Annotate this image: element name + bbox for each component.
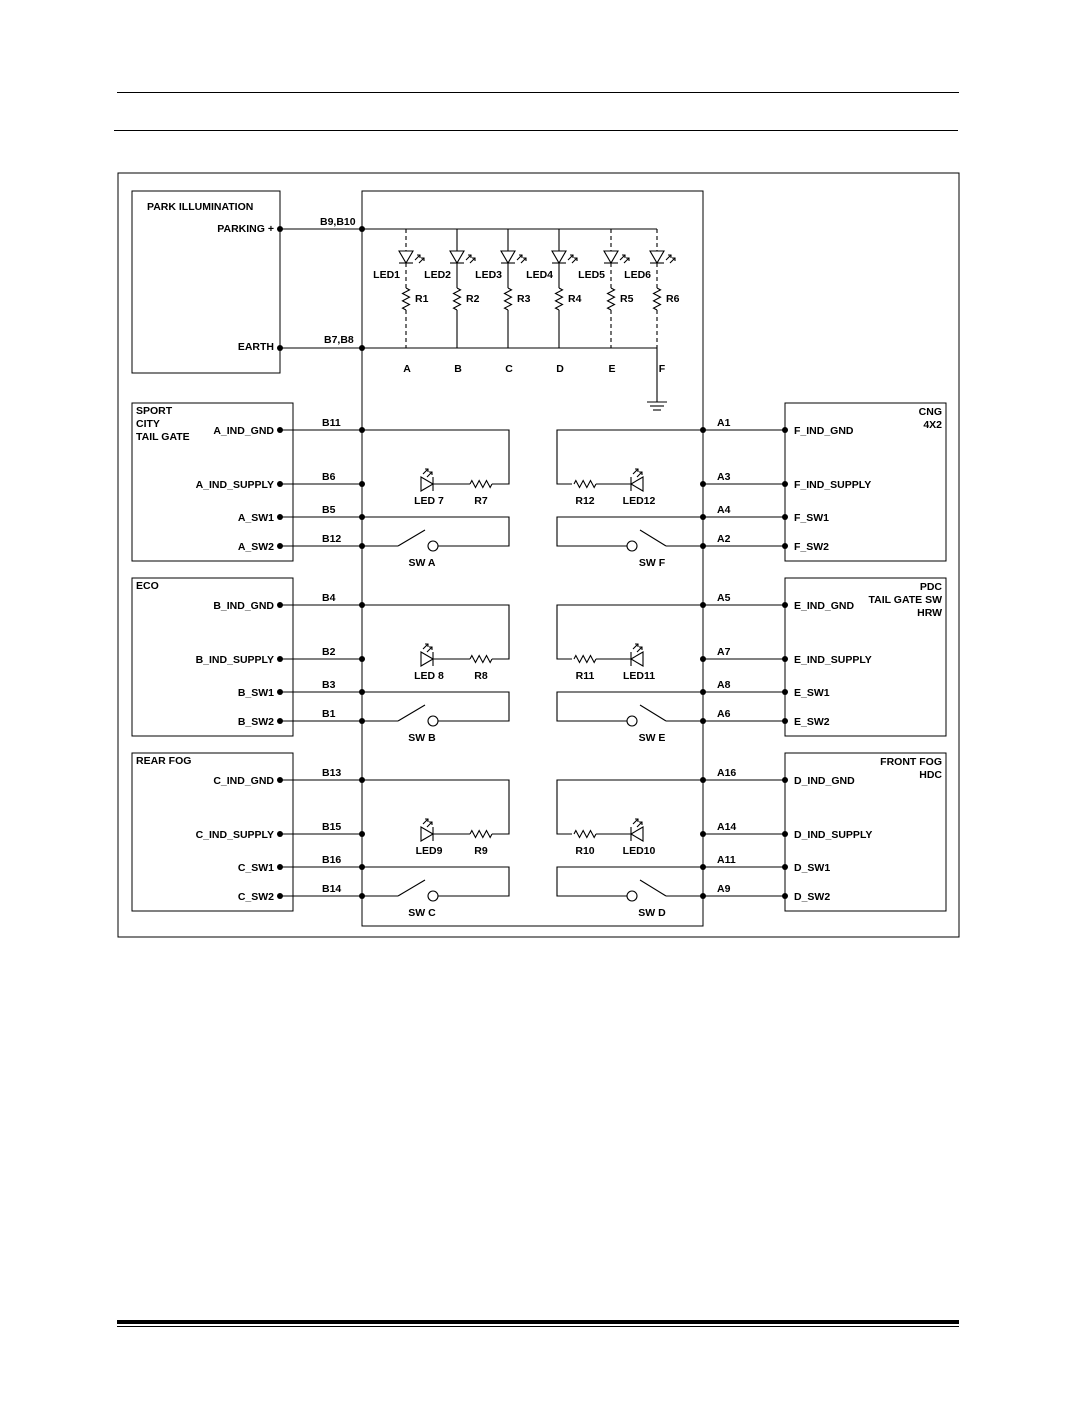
right-connector-label-2: A14: [717, 821, 737, 833]
right-indicator-light-arrows-icon: [633, 469, 642, 477]
right-indicator-led-icon: [631, 477, 643, 491]
left-connector-label-4: B1: [322, 708, 336, 720]
left-pin-label-2: B_IND_SUPPLY: [195, 654, 274, 666]
left-indicator-resistor-label: R9: [474, 845, 488, 857]
right-module-2-title-line-3: HRW: [917, 607, 942, 619]
left-pin-terminal-3: [277, 864, 283, 870]
left-indicator-resistor-label: R7: [474, 495, 488, 507]
left-indicator-led-label: LED 7: [414, 495, 444, 507]
right-switch-contact-icon: [627, 891, 637, 901]
left-connector-label-3: B3: [322, 679, 336, 691]
left-pin-terminal-3: [277, 514, 283, 520]
right-pin-junction-2: [700, 481, 706, 487]
left-pin-label-1: C_IND_GND: [213, 775, 274, 787]
left-switch-contact-icon: [428, 541, 438, 551]
parking-plus-label: PARKING +: [217, 223, 274, 235]
right-indicator-resistor-label: R12: [575, 495, 595, 507]
park-module-title: PARK ILLUMINATION: [147, 201, 254, 213]
right-indicator-resistor-icon: [574, 831, 596, 838]
led-1-label: LED1: [373, 269, 400, 281]
resistor-2-icon: [454, 288, 461, 310]
right-switch-label: SW E: [638, 732, 666, 744]
right-pin-terminal-2: [782, 831, 788, 837]
left-pin-junction-2: [359, 481, 365, 487]
right-indicator-loop: [557, 605, 703, 659]
right-module-2-title-line-1: PDC: [919, 581, 942, 593]
right-indicator-led-label: LED11: [622, 670, 656, 682]
led-4-diode-icon: [552, 251, 566, 263]
variant-6-label: F: [658, 363, 666, 375]
right-pin-terminal-3: [782, 864, 788, 870]
resistor-1-label: R1: [415, 293, 429, 305]
left-connector-label-2: B2: [322, 646, 336, 658]
right-pin-terminal-1: [782, 602, 788, 608]
left-pin-label-2: C_IND_SUPPLY: [195, 829, 274, 841]
led-2-diode-icon: [450, 251, 464, 263]
left-connector-label-4: B14: [322, 883, 342, 895]
variant-4-label: D: [556, 363, 564, 375]
right-switch-contact-icon: [627, 716, 637, 726]
left-module-1-title-line-1: SPORT: [136, 405, 173, 417]
right-connector-label-4: A9: [717, 883, 731, 895]
led-6-light-arrows-icon: [666, 255, 675, 263]
right-module-1-title-line-2: 4X2: [923, 419, 942, 431]
left-connector-label-3: B16: [322, 854, 342, 866]
resistor-2-label: R2: [466, 293, 480, 305]
earth-label: EARTH: [237, 341, 274, 353]
left-connector-label-1: B13: [322, 767, 342, 779]
right-pin-label-3: F_SW1: [794, 512, 830, 524]
parking-plus-terminal: [277, 226, 283, 232]
led-2-label: LED2: [424, 269, 451, 281]
left-pin-terminal-4: [277, 718, 283, 724]
left-pin-label-4: B_SW2: [237, 716, 274, 728]
left-connector-label-2: B6: [322, 471, 336, 483]
right-pin-terminal-1: [782, 777, 788, 783]
left-switch-label: SW B: [408, 732, 436, 744]
right-pin-label-2: D_IND_SUPPLY: [794, 829, 873, 841]
led-6-diode-icon: [650, 251, 664, 263]
right-pin-terminal-4: [782, 543, 788, 549]
led-4-light-arrows-icon: [568, 255, 577, 263]
right-switch-blade-icon: [640, 705, 666, 721]
right-pin-terminal-3: [782, 689, 788, 695]
right-connector-label-1: A16: [717, 767, 737, 779]
led-1-diode-icon: [399, 251, 413, 263]
left-switch-contact-icon: [428, 716, 438, 726]
earth-terminal: [277, 345, 283, 351]
right-switch-contact-icon: [627, 541, 637, 551]
led-2-light-arrows-icon: [466, 255, 475, 263]
left-module-1-title-line-3: TAIL GATE: [136, 431, 190, 443]
right-connector-label-2: A7: [717, 646, 731, 658]
right-switch-label: SW F: [638, 557, 666, 569]
right-indicator-resistor-icon: [574, 481, 596, 488]
left-indicator-led-label: LED9: [415, 845, 443, 857]
left-indicator-resistor-label: R8: [474, 670, 488, 682]
left-indicator-resistor-icon: [470, 831, 492, 838]
right-pin-terminal-3: [782, 514, 788, 520]
right-connector-label-2: A3: [717, 471, 731, 483]
earth-connector: B7,B8: [324, 334, 354, 346]
right-module-3: [557, 753, 946, 919]
parking-plus-junction: [359, 226, 365, 232]
left-switch-blade-icon: [398, 880, 425, 896]
right-indicator-led-label: LED10: [622, 845, 656, 857]
right-module-2-title-line-2: TAIL GATE SW: [868, 594, 942, 606]
led-5-label: LED5: [578, 269, 605, 281]
left-indicator-resistor-icon: [470, 481, 492, 488]
left-pin-terminal-3: [277, 689, 283, 695]
left-indicator-led-label: LED 8: [414, 670, 444, 682]
resistor-3-icon: [505, 288, 512, 310]
right-module-1: [557, 403, 946, 569]
right-pin-junction-2: [700, 656, 706, 662]
right-indicator-led-icon: [631, 827, 643, 841]
right-module-3-title-line-1: FRONT FOG: [880, 756, 942, 768]
right-pin-terminal-1: [782, 427, 788, 433]
left-pin-label-4: A_SW2: [237, 541, 274, 553]
right-connector-label-1: A5: [717, 592, 731, 604]
left-pin-terminal-2: [277, 656, 283, 662]
resistor-4-icon: [556, 288, 563, 310]
variant-3-label: C: [505, 363, 513, 375]
left-switch-contact-icon: [428, 891, 438, 901]
right-pin-label-4: F_SW2: [794, 541, 830, 553]
right-indicator-led-label: LED12: [622, 495, 656, 507]
right-pin-label-1: E_IND_GND: [794, 600, 855, 612]
right-switch-blade-icon: [640, 530, 666, 546]
resistor-6-icon: [654, 288, 661, 310]
right-pin-label-3: E_SW1: [794, 687, 830, 699]
variant-5-label: E: [608, 363, 616, 375]
left-pin-terminal-1: [277, 427, 283, 433]
left-pin-junction-2: [359, 831, 365, 837]
left-indicator-light-arrows-icon: [423, 469, 432, 477]
left-indicator-loop: [362, 780, 509, 834]
left-indicator-light-arrows-icon: [423, 819, 432, 827]
right-indicator-light-arrows-icon: [633, 644, 642, 652]
led-1-light-arrows-icon: [415, 255, 424, 263]
left-indicator-light-arrows-icon: [423, 644, 432, 652]
left-pin-terminal-4: [277, 543, 283, 549]
right-switch-label: SW D: [638, 907, 666, 919]
right-connector-label-3: A8: [717, 679, 731, 691]
right-indicator-resistor-icon: [574, 656, 596, 663]
right-pin-label-4: E_SW2: [794, 716, 830, 728]
left-indicator-loop: [362, 605, 509, 659]
left-switch-blade-icon: [398, 530, 425, 546]
resistor-3-label: R3: [517, 293, 531, 305]
right-connector-label-4: A6: [717, 708, 731, 720]
resistor-5-icon: [608, 288, 615, 310]
right-pin-terminal-2: [782, 656, 788, 662]
right-module-1-title-line-1: CNG: [918, 406, 942, 418]
left-indicator-resistor-icon: [470, 656, 492, 663]
led-5-diode-icon: [604, 251, 618, 263]
right-pin-label-1: D_IND_GND: [794, 775, 855, 787]
left-switch-label: SW A: [408, 557, 436, 569]
left-pin-label-3: A_SW1: [237, 512, 274, 524]
left-indicator-led-icon: [421, 652, 433, 666]
right-pin-terminal-4: [782, 893, 788, 899]
diagram-frame: [118, 173, 959, 937]
resistor-6-label: R6: [666, 293, 680, 305]
led-4-label: LED4: [526, 269, 553, 281]
right-pin-label-2: F_IND_SUPPLY: [794, 479, 872, 491]
led-3-diode-icon: [501, 251, 515, 263]
right-module-2: [557, 578, 946, 744]
left-connector-label-1: B4: [322, 592, 336, 604]
right-switch-blade-icon: [640, 880, 666, 896]
left-pin-terminal-2: [277, 831, 283, 837]
right-indicator-light-arrows-icon: [633, 819, 642, 827]
left-switch-label: SW C: [408, 907, 436, 919]
left-module-1: [132, 403, 509, 569]
left-pin-label-3: B_SW1: [237, 687, 274, 699]
left-pin-terminal-1: [277, 777, 283, 783]
left-module-1-title-line-2: CITY: [136, 418, 160, 430]
left-indicator-loop: [362, 430, 509, 484]
led-3-label: LED3: [475, 269, 502, 281]
resistor-1-icon: [403, 288, 410, 310]
led-5-light-arrows-icon: [620, 255, 629, 263]
left-pin-label-4: C_SW2: [237, 891, 274, 903]
right-pin-label-1: F_IND_GND: [794, 425, 854, 437]
right-indicator-loop: [557, 780, 703, 834]
variant-2-label: B: [454, 363, 462, 375]
left-switch-blade-icon: [398, 705, 425, 721]
left-pin-terminal-2: [277, 481, 283, 487]
led-3-light-arrows-icon: [517, 255, 526, 263]
left-pin-label-1: A_IND_GND: [213, 425, 274, 437]
right-connector-label-4: A2: [717, 533, 731, 545]
parking-plus-connector: B9,B10: [320, 216, 356, 228]
variant-1-label: A: [403, 363, 411, 375]
right-pin-terminal-2: [782, 481, 788, 487]
left-connector-label-2: B15: [322, 821, 342, 833]
right-connector-label-3: A11: [717, 854, 736, 866]
left-connector-label-4: B12: [322, 533, 342, 545]
earth-junction: [359, 345, 365, 351]
right-pin-label-3: D_SW1: [794, 862, 831, 874]
left-connector-label-3: B5: [322, 504, 336, 516]
left-pin-terminal-4: [277, 893, 283, 899]
right-connector-label-3: A4: [717, 504, 731, 516]
left-indicator-led-icon: [421, 827, 433, 841]
left-pin-label-2: A_IND_SUPPLY: [195, 479, 274, 491]
left-pin-junction-2: [359, 656, 365, 662]
park-illumination-module: [132, 191, 680, 410]
right-indicator-loop: [557, 430, 703, 484]
left-pin-label-3: C_SW1: [237, 862, 274, 874]
left-indicator-led-icon: [421, 477, 433, 491]
left-module-3: [132, 753, 509, 919]
resistor-5-label: R5: [620, 293, 634, 305]
right-pin-junction-2: [700, 831, 706, 837]
right-indicator-resistor-label: R10: [575, 845, 595, 857]
left-pin-terminal-1: [277, 602, 283, 608]
left-module-3-title-line-1: REAR FOG: [136, 755, 192, 767]
right-connector-label-1: A1: [717, 417, 731, 429]
led-6-label: LED6: [624, 269, 651, 281]
left-module-2-title-line-1: ECO: [136, 580, 159, 592]
right-module-3-title-line-2: HDC: [919, 769, 942, 781]
left-pin-label-1: B_IND_GND: [213, 600, 274, 612]
left-module-2: [132, 578, 509, 744]
right-pin-label-2: E_IND_SUPPLY: [794, 654, 872, 666]
left-connector-label-1: B11: [322, 417, 341, 429]
right-indicator-led-icon: [631, 652, 643, 666]
right-pin-terminal-4: [782, 718, 788, 724]
right-indicator-resistor-label: R11: [575, 670, 595, 682]
right-pin-label-4: D_SW2: [794, 891, 831, 903]
resistor-4-label: R4: [568, 293, 582, 305]
